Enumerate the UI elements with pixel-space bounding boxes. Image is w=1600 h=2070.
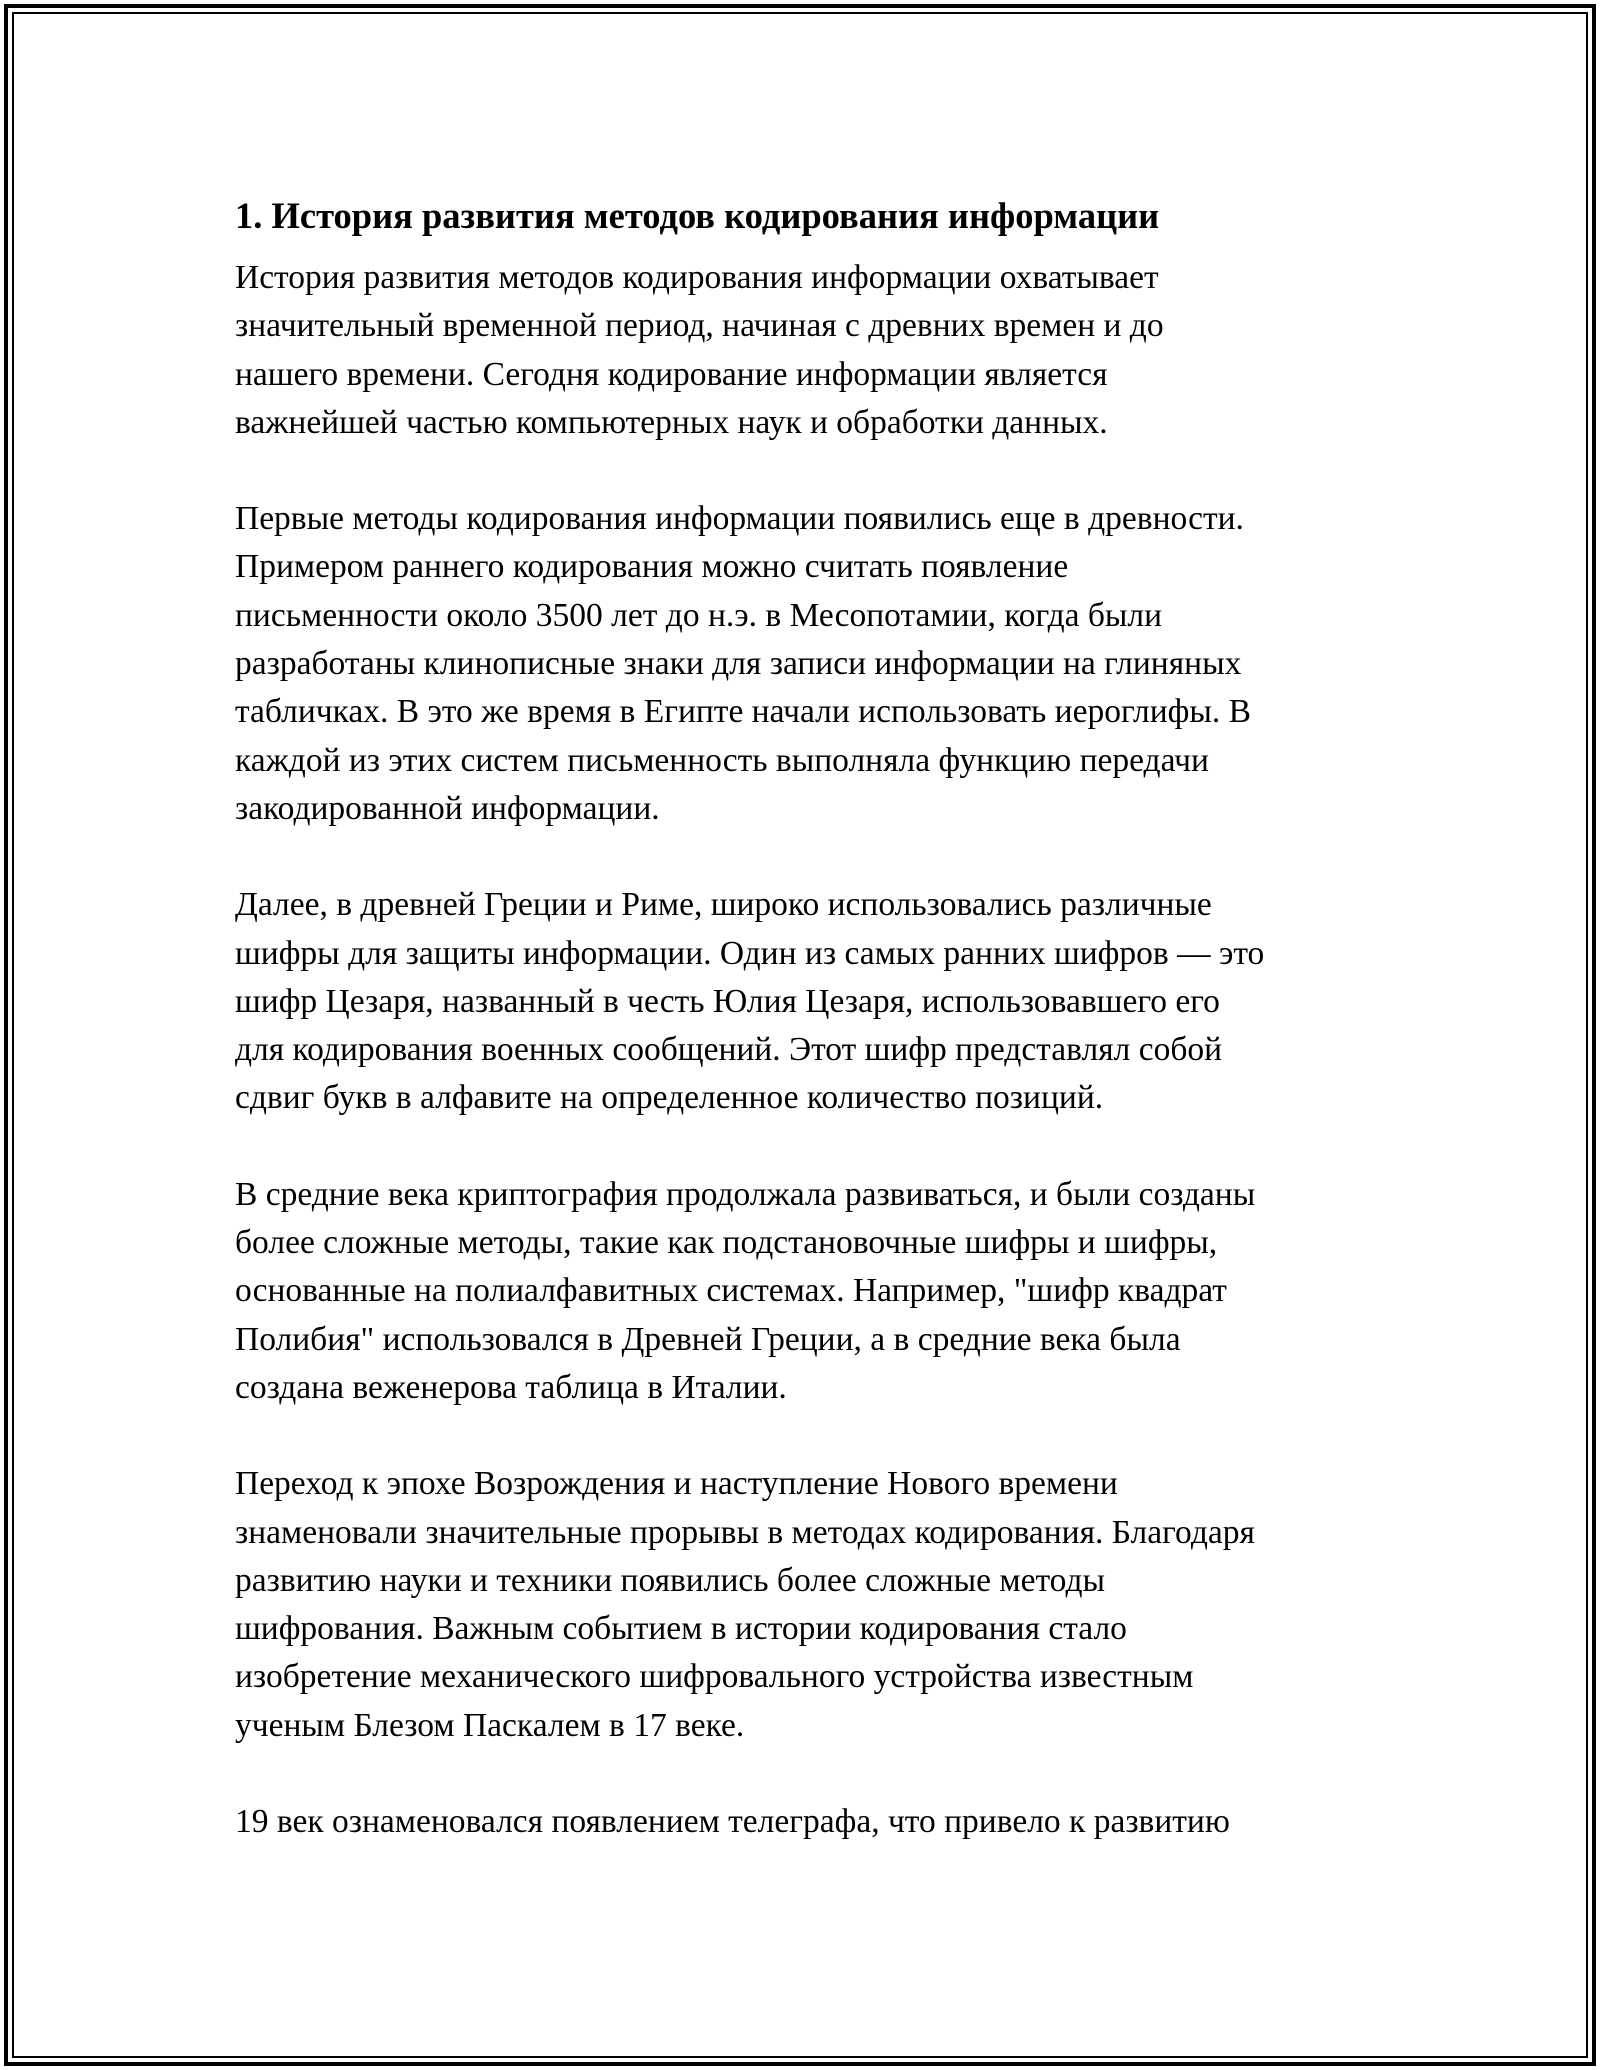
paragraph-line: важнейшей частью компьютерных наук и обработки данных. (235, 403, 1108, 441)
paragraph-line: более сложные методы, такие как подстановочные шифры и шифры, (235, 1224, 1218, 1262)
document-body (235, 180, 1365, 1894)
paragraph-line: письменности около 3500 лет до н.э. в Месопотамии, когда были (235, 596, 1163, 634)
paragraph-line: шифрования. Важным событием в истории кодирования стало (235, 1610, 1127, 1648)
paragraph-line: История развития методов кодирования информации охватывает (235, 259, 1159, 296)
paragraph-line: каждой из этих систем письменность выполняла функцию передачи (235, 741, 1209, 779)
paragraph-5 (235, 1460, 1365, 1750)
paragraph-line: Далее, в древней Греции и Риме, широко использовались различные (235, 886, 1212, 924)
paragraph-line: нашего времени. Сегодня кодирование информации является (235, 355, 1108, 393)
paragraph-line: разработаны клинописные знаки для записи информации на глиняных (235, 645, 1242, 683)
paragraph-line: сдвиг букв в алфавите на определенное количество позиций. (235, 1079, 1104, 1117)
paragraph-line: табличках. В это же время в Египте начали использовать иероглифы. В (235, 693, 1251, 731)
paragraph-2 (235, 495, 1365, 833)
paragraph-line: ученым Блезом Паскалем в 17 веке. (235, 1706, 745, 1744)
paragraph-line: Примером раннего кодирования можно считать появление (235, 548, 1069, 586)
section-heading: 1. История развития методов кодирования информации (235, 195, 1160, 236)
paragraph-line: для кодирования военных сообщений. Этот шифр представлял собой (235, 1031, 1223, 1069)
paragraph-line: 19 век ознаменовался появлением телеграфа, что привело к развитию (235, 1803, 1230, 1841)
paragraph-3 (235, 881, 1365, 1122)
paragraph-line: В средние века криптография продолжала развиваться, и были созданы (235, 1175, 1256, 1213)
paragraph-line: создана веженерова таблица в Италии. (235, 1368, 787, 1406)
paragraph-line: закодированной информации. (235, 789, 660, 827)
paragraph-line: развитию науки и техники появились более сложные методы (235, 1561, 1106, 1599)
paragraph-line: Первые методы кодирования информации появились еще в древности. (235, 500, 1244, 538)
paragraph-4 (235, 1171, 1365, 1412)
paragraph-6 (235, 1798, 1365, 1846)
paragraph-line: основанные на полиалфавитных системах. Например, "шифр квадрат (235, 1272, 1227, 1310)
paragraph-1 (235, 254, 1365, 447)
paragraph-line: Полибия" использовался в Древней Греции, а в средние века была (235, 1320, 1181, 1358)
paragraph-line: шифры для защиты информации. Один из самых ранних шифров — это (235, 934, 1265, 972)
paragraph-line: знаменовали значительные прорывы в методах кодирования. Благодаря (235, 1513, 1255, 1551)
paragraph-line: шифр Цезаря, названный в честь Юлия Цезаря, использовавшего его (235, 982, 1220, 1020)
paragraph-line: изобретение механического шифровального устройства известным (235, 1658, 1194, 1696)
paragraph-line: Переход к эпохе Возрождения и наступление Нового времени (235, 1465, 1118, 1503)
paragraph-line: значительный временной период, начиная с древних времен и до (235, 307, 1164, 345)
